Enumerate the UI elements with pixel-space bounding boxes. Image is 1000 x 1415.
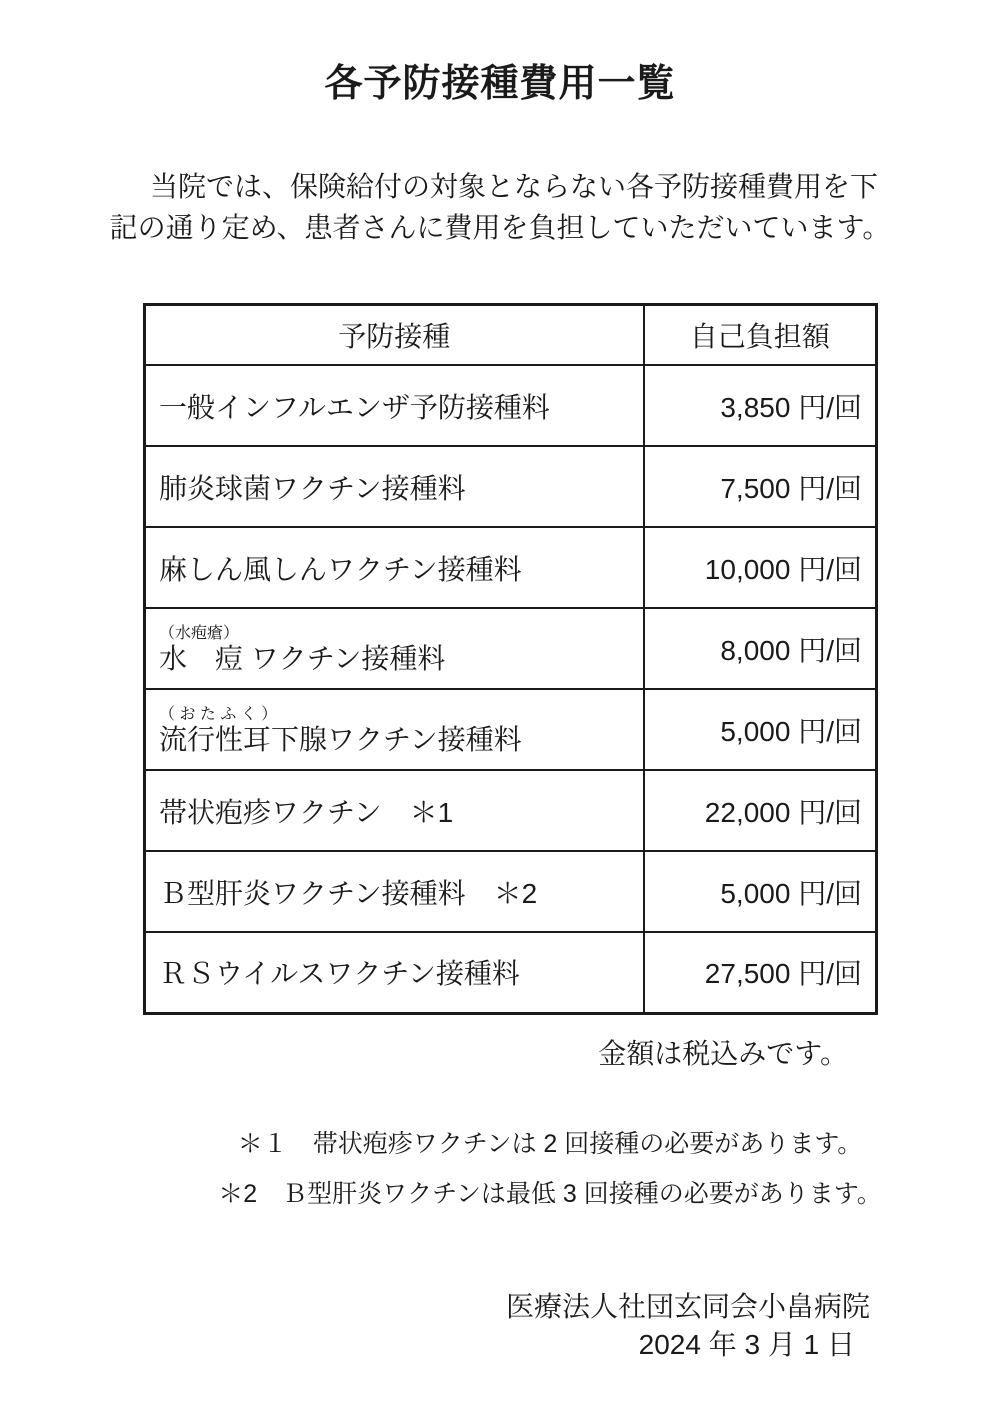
intro-text bbox=[0, 166, 1000, 248]
vaccination-fee-table bbox=[143, 303, 878, 1015]
intro-line-2: 記の通り定め、患者さんに費用を負担していただいています。 bbox=[109, 212, 891, 243]
table-header-row bbox=[145, 305, 877, 366]
column-header-vaccine: 予防接種 bbox=[145, 305, 644, 366]
column-header-fee: 自己負担額 bbox=[644, 305, 877, 366]
vaccine-ruby: （水疱瘡） bbox=[159, 624, 240, 642]
vaccine-name-with-ruby bbox=[145, 608, 644, 689]
table-row bbox=[145, 770, 877, 851]
table-row bbox=[145, 446, 877, 527]
vaccine-name: 水 痘 ワクチン接種料 bbox=[159, 642, 446, 674]
vaccine-fee: 3,850 円/回 bbox=[644, 365, 877, 446]
table-row bbox=[145, 365, 877, 446]
footnote-2: ＊2 Ｂ型肝炎ワクチンは最低 3 回接種の必要があります。 bbox=[218, 1180, 882, 1208]
vaccine-fee: 5,000 円/回 bbox=[644, 689, 877, 770]
vaccine-fee: 10,000 円/回 bbox=[644, 527, 877, 608]
vaccine-name: Ｂ型肝炎ワクチン接種料 ＊2 bbox=[145, 851, 644, 932]
vaccine-fee: 7,500 円/回 bbox=[644, 446, 877, 527]
vaccine-fee: 5,000 円/回 bbox=[644, 851, 877, 932]
vaccine-name: 一般インフルエンザ予防接種料 bbox=[145, 365, 644, 446]
issue-date: 2024 年 3 月 1 日 bbox=[638, 1329, 855, 1360]
vaccine-name: 帯状疱疹ワクチン ＊1 bbox=[145, 770, 644, 851]
table-row bbox=[145, 608, 877, 689]
table-row bbox=[145, 527, 877, 608]
table-row bbox=[145, 932, 877, 1013]
document-footer bbox=[0, 1288, 870, 1364]
vaccine-name: ＲＳウイルスワクチン接種料 bbox=[145, 932, 644, 1013]
table-row bbox=[145, 851, 877, 932]
vaccine-ruby: （ お た ふ く ） bbox=[159, 705, 278, 723]
intro-line-1: 当院では、保険給付の対象とならない各予防接種費用を下 bbox=[121, 171, 878, 202]
page-title: 各予防接種費用一覧 bbox=[324, 63, 676, 105]
vaccine-fee: 27,500 円/回 bbox=[644, 932, 877, 1013]
organization-name: 医療法人社団玄同会小畠病院 bbox=[505, 1291, 870, 1322]
footnote-1: ＊１ 帯状疱疹ワクチンは 2 回接種の必要があります。 bbox=[237, 1130, 863, 1158]
tax-included-note: 金額は税込みです。 bbox=[598, 1038, 848, 1069]
vaccine-name-with-ruby bbox=[145, 689, 644, 770]
vaccine-name: 麻しん風しんワクチン接種料 bbox=[145, 527, 644, 608]
table-row bbox=[145, 689, 877, 770]
footnotes bbox=[100, 1128, 1000, 1228]
vaccine-name: 肺炎球菌ワクチン接種料 bbox=[145, 446, 644, 527]
vaccine-fee: 22,000 円/回 bbox=[644, 770, 877, 851]
vaccine-name: 流行性耳下腺ワクチン接種料 bbox=[159, 723, 522, 755]
vaccine-fee: 8,000 円/回 bbox=[644, 608, 877, 689]
